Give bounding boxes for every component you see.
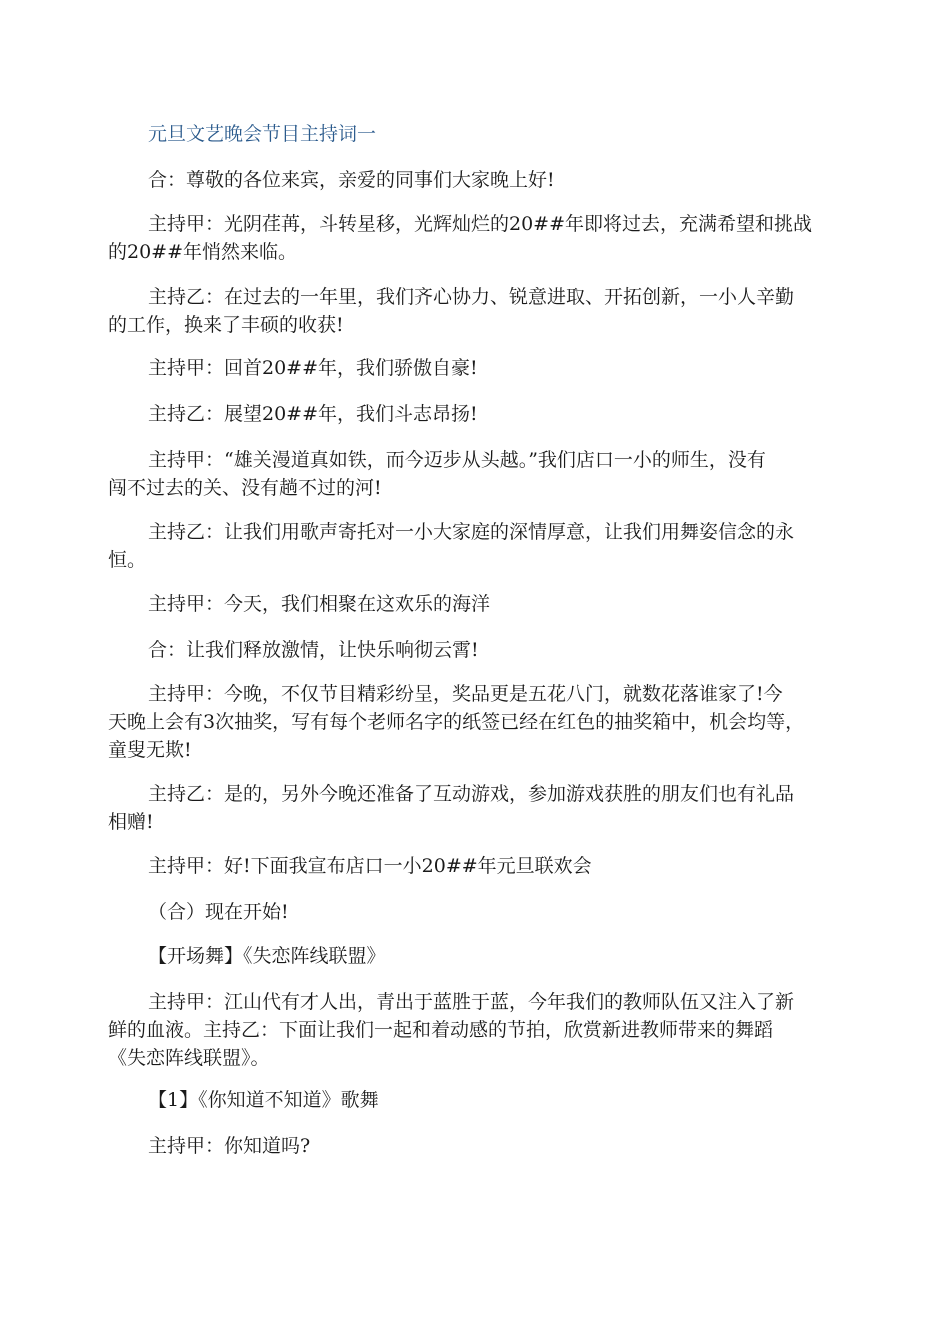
paragraph <box>108 942 844 970</box>
paragraph-line: 主持乙：在过去的一年里，我们齐心协力、锐意进取、开拓创新，一小人辛勤 <box>148 286 795 308</box>
paragraph-line: 主持甲：光阴荏苒，斗转星移，光辉灿烂的20##年即将过去，充满希望和挑战 <box>148 213 813 235</box>
paragraph <box>108 518 844 574</box>
paragraph <box>108 988 844 1072</box>
paragraph-line: 主持乙：让我们用歌声寄托对一小大家庭的深情厚意，让我们用舞姿信念的永 <box>148 521 795 543</box>
paragraph <box>108 680 844 764</box>
paragraph-line: （合）现在开始! <box>148 901 289 923</box>
paragraph <box>108 210 844 266</box>
paragraph-line: 童叟无欺! <box>108 739 192 761</box>
paragraph <box>108 354 844 382</box>
paragraph-line: 天晚上会有3次抽奖，写有每个老师名字的纸签已经在红色的抽奖箱中，机会均等， <box>108 711 805 733</box>
paragraph <box>108 166 844 194</box>
paragraph-line: 主持甲：好!下面我宣布店口一小20##年元旦联欢会 <box>148 855 592 877</box>
paragraph-line: 合：尊敬的各位来宾，亲爱的同事们大家晚上好! <box>148 169 555 191</box>
paragraph-line: 鲜的血液。主持乙：下面让我们一起和着动感的节拍，欣赏新进教师带来的舞蹈 <box>108 1019 774 1041</box>
paragraph <box>108 636 844 664</box>
paragraph-line: 闯不过去的关、没有趟不过的河! <box>108 477 382 499</box>
paragraph <box>108 283 844 339</box>
paragraph-line: 【开场舞】《失恋阵线联盟》 <box>148 945 386 967</box>
paragraph <box>108 1086 844 1114</box>
paragraph <box>108 446 844 502</box>
paragraph-line: 合：让我们释放激情，让快乐响彻云霄! <box>148 639 479 661</box>
paragraph-line: 【1】《你知道不知道》歌舞 <box>148 1089 379 1111</box>
paragraph <box>108 1132 844 1160</box>
paragraph-line: 主持乙：是的，另外今晚还准备了互动游戏，参加游戏获胜的朋友们也有礼品 <box>148 783 795 805</box>
paragraph-line: 主持甲：今天，我们相聚在这欢乐的海洋 <box>148 593 491 615</box>
paragraph <box>108 590 844 618</box>
paragraph-line: 相赠! <box>108 811 154 833</box>
paragraph-line: 《失恋阵线联盟》。 <box>108 1047 270 1069</box>
paragraph <box>108 400 844 428</box>
paragraph-line: 的20##年悄然来临。 <box>108 241 298 263</box>
paragraph-line: 主持甲：你知道吗? <box>148 1135 311 1157</box>
document-title: 元旦文艺晚会节目主持词一 <box>148 123 377 145</box>
paragraph-line: 恒。 <box>108 549 147 571</box>
paragraph-line: 主持甲：今晚，不仅节目精彩纷呈，奖品更是五花八门，就数花落谁家了!今 <box>148 683 783 705</box>
paragraph-line: 主持甲：“雄关漫道真如铁，而今迈步从头越。”我们店口一小的师生，没有 <box>148 449 766 471</box>
paragraph-line: 主持甲：回首20##年，我们骄傲自豪! <box>148 357 478 379</box>
paragraph <box>108 780 844 836</box>
paragraph-line: 主持甲：江山代有才人出，青出于蓝胜于蓝，今年我们的教师队伍又注入了新 <box>148 991 795 1013</box>
paragraph <box>108 852 844 880</box>
paragraph <box>108 898 844 926</box>
paragraph-line: 的工作，换来了丰硕的收获! <box>108 314 344 336</box>
paragraph-line: 主持乙：展望20##年，我们斗志昂扬! <box>148 403 478 425</box>
